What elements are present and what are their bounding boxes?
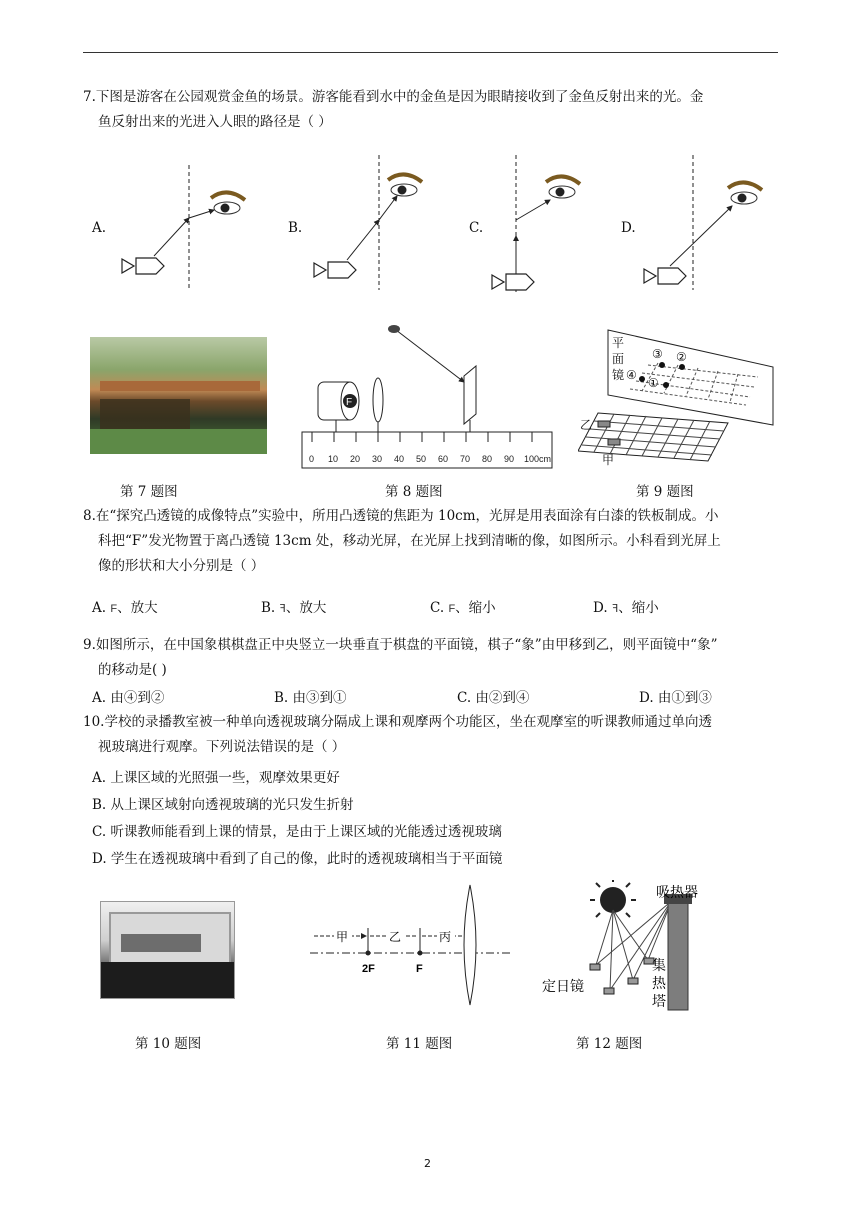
q9-option-b[interactable]: B. 由③到① bbox=[274, 690, 347, 706]
q9-line2: 的移动是( ) bbox=[98, 662, 167, 678]
tick-0: 0 bbox=[309, 454, 315, 464]
convex-lens bbox=[464, 885, 476, 1005]
caption-fig11: 第 11 题图 bbox=[386, 1036, 453, 1052]
tick-20: 20 bbox=[350, 454, 361, 464]
label-yi: 乙 bbox=[580, 418, 593, 432]
q10-option-b[interactable]: B. 从上课区域射向透视玻璃的光只发生折射 bbox=[92, 797, 354, 813]
q9-options bbox=[92, 686, 782, 708]
fig11-lens-zones bbox=[310, 880, 510, 1010]
q7-diagram-d bbox=[644, 155, 762, 290]
q7-line1: 7.下图是游客在公园观赏金鱼的场景。游客能看到水中的金鱼是因为眼睛接收到了金鱼反射出来的光。金 bbox=[83, 89, 704, 105]
label-f: F bbox=[416, 963, 423, 975]
tick-100: 100 bbox=[524, 454, 540, 464]
q7-option-a-label: A. bbox=[92, 220, 107, 236]
mirror-label-1: 平 bbox=[612, 336, 625, 350]
q7-diagram-a bbox=[122, 165, 245, 290]
circle-4: ④ bbox=[626, 368, 637, 382]
caption-fig12: 第 12 题图 bbox=[576, 1036, 643, 1052]
q8-options bbox=[92, 596, 782, 618]
q10-option-d[interactable]: D. 学生在透视玻璃中看到了自己的像，此时的透视玻璃相当于平面镜 bbox=[92, 851, 503, 867]
fig10-photo-observation-room bbox=[100, 901, 235, 999]
tick-60: 60 bbox=[438, 454, 449, 464]
sun-icon bbox=[600, 887, 626, 913]
tick-70: 70 bbox=[460, 454, 471, 464]
q8-option-c[interactable]: C. F、缩小 bbox=[430, 600, 496, 616]
caption-fig8: 第 8 题图 bbox=[385, 484, 443, 500]
question-9 bbox=[83, 633, 783, 683]
fig12-solar-tower bbox=[538, 880, 718, 1015]
q10-option-c[interactable]: C. 听课教师能看到上课的情景，是由于上课区域的光能透过透视玻璃 bbox=[92, 824, 502, 840]
q10-line1: 10.学校的录播教室被一种单向透视玻璃分隔成上课和观摩两个功能区，坐在观摩室的听课教师通过单向透 bbox=[83, 714, 712, 730]
q8-line1: 8.在“探究凸透镜的成像特点”实验中，所用凸透镜的焦距为 10cm，光屏是用表面涂有白漆的铁板制成。小 bbox=[83, 508, 719, 524]
zone-bing: 丙 bbox=[439, 930, 452, 944]
eye-icon bbox=[388, 325, 400, 333]
label-heliostat: 定日镜 bbox=[542, 978, 584, 994]
tick-50: 50 bbox=[416, 454, 427, 464]
fig9-chessboard-mirror bbox=[578, 325, 778, 470]
screen bbox=[464, 366, 476, 424]
mirror-label-2: 面 bbox=[612, 352, 625, 366]
tower-label-3: 塔 bbox=[652, 993, 666, 1009]
bridge-rail bbox=[100, 381, 260, 391]
pond-water bbox=[100, 399, 190, 429]
zone-yi: 乙 bbox=[389, 930, 402, 944]
q10-option-a[interactable]: A. 上课区域的光照强一些，观摩效果更好 bbox=[92, 770, 340, 786]
q7-option-d-label: D. bbox=[621, 220, 636, 236]
q9-line1: 9.如图所示，在中国象棋棋盘正中央竖立一块垂直于棋盘的平面镜，棋子“象”由甲移到乙，则平面镜中“象” bbox=[83, 637, 718, 653]
tick-90: 90 bbox=[504, 454, 515, 464]
tick-80: 80 bbox=[482, 454, 493, 464]
q8-option-d[interactable]: D. ꟻ、缩小 bbox=[593, 600, 659, 616]
question-10 bbox=[83, 710, 783, 760]
q7-ray-diagrams bbox=[92, 150, 792, 300]
tower-label-1: 集 bbox=[652, 957, 666, 973]
label-jia: 甲 bbox=[602, 453, 615, 467]
caption-fig10: 第 10 题图 bbox=[135, 1036, 202, 1052]
classroom-people bbox=[121, 934, 201, 952]
q7-option-c-label: C. bbox=[469, 220, 484, 236]
q7-option-b-label: B. bbox=[288, 220, 303, 236]
tick-40: 40 bbox=[394, 454, 405, 464]
q9-option-d[interactable]: D. 由①到③ bbox=[639, 690, 712, 706]
label-2f: 2F bbox=[362, 963, 375, 975]
page-number: 2 bbox=[424, 1157, 431, 1170]
question-8 bbox=[83, 504, 783, 579]
q7-diagram-c bbox=[492, 155, 580, 295]
q8-line3: 像的形状和大小分别是（ ） bbox=[98, 558, 265, 574]
caption-fig9: 第 9 题图 bbox=[636, 484, 694, 500]
circle-3: ③ bbox=[652, 347, 663, 361]
zone-jia: 甲 bbox=[336, 930, 349, 944]
chessboard bbox=[578, 413, 728, 461]
observers-silhouettes bbox=[101, 962, 234, 998]
fig7-photo-goldfish-pond bbox=[90, 337, 267, 454]
q7-line2: 鱼反射出来的光进入人眼的路径是（ ） bbox=[98, 114, 332, 130]
q9-option-c[interactable]: C. 由②到④ bbox=[457, 690, 530, 706]
collector-tower bbox=[668, 898, 688, 1010]
question-7 bbox=[83, 85, 783, 135]
q7-options-figures bbox=[92, 150, 792, 300]
lily-pads bbox=[90, 429, 267, 454]
circle-1: ① bbox=[648, 376, 659, 390]
tick-30: 30 bbox=[372, 454, 383, 464]
label-absorber: 吸热器 bbox=[656, 884, 698, 900]
q8-option-a[interactable]: A. F、放大 bbox=[92, 600, 158, 616]
q10-line2: 视玻璃进行观摩。下列说法错误的是（ ） bbox=[98, 739, 346, 755]
q8-line2: 科把“F”发光物置于离凸透镜 13cm 处，移动光屏，在光屏上找到清晰的像，如图所示。小科看到光屏上 bbox=[98, 533, 721, 549]
tower-label-2: 热 bbox=[652, 975, 666, 991]
f-letter: F bbox=[346, 397, 353, 408]
q7-diagram-b bbox=[314, 155, 422, 290]
mirror-label-3: 镜 bbox=[612, 368, 625, 382]
q9-option-a[interactable]: A. 由④到② bbox=[92, 690, 165, 706]
q8-option-b[interactable]: B. ꟻ、放大 bbox=[261, 600, 327, 616]
convex-lens bbox=[373, 378, 383, 422]
circle-2: ② bbox=[676, 350, 687, 364]
tick-10: 10 bbox=[328, 454, 339, 464]
caption-fig7: 第 7 题图 bbox=[120, 484, 178, 500]
header-rule bbox=[83, 52, 778, 53]
tick-unit: cm bbox=[539, 454, 551, 464]
fig8-optical-bench bbox=[298, 320, 558, 470]
